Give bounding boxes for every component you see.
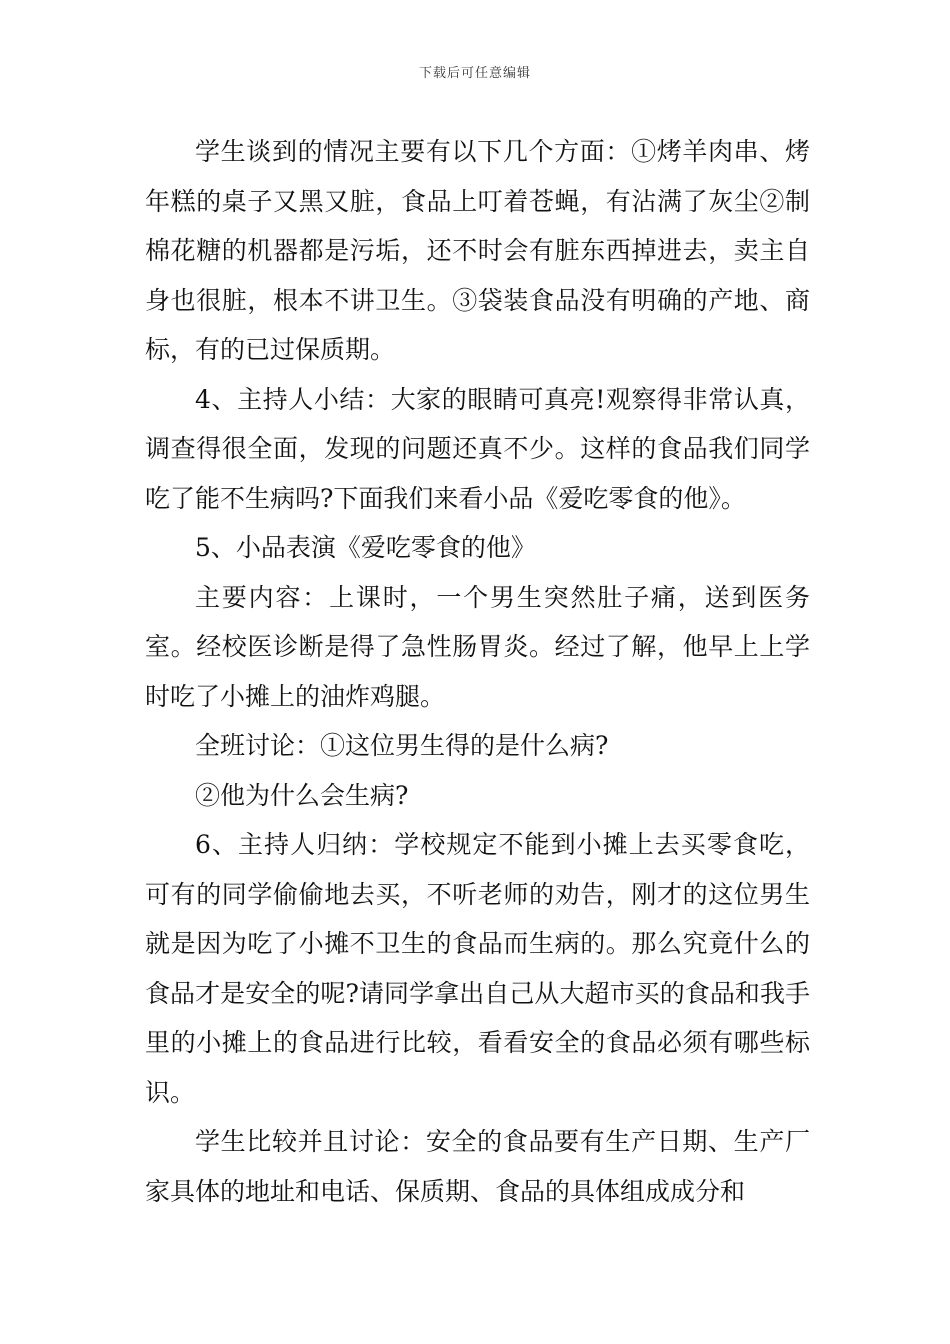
document-body [145, 127, 810, 1216]
paragraph-student-findings: 学生谈到的情况主要有以下几个方面：①烤羊肉串、烤年糕的桌子又黑又脏，食品上叮着苍蝇，有沾满了灰尘②制棉花糖的机器都是污垢，还不时会有脏东西掉进去，卖主自身也很脏，根本不讲卫生。③袋装食品没有明确的产地、商标，有的已过保质期。 [145, 137, 810, 364]
paragraph-skit-title: 5、小品表演《爱吃零食的他》 [195, 533, 536, 562]
paragraph-discussion-question: ②他为什么会生病? [195, 780, 409, 810]
paragraph-host-summary: 4、主持人小结：大家的眼睛可真亮!观察得非常认真，调查得很全面，发现的问题还真不少。这样的食品我们同学吃了能不生病吗?下面我们来看小品《爱吃零食的他》。 [145, 384, 810, 513]
paragraph-student-comparison: 学生比较并且讨论：安全的食品要有生产日期、生产厂家具体的地址和电话、保质期、食品的具体组成成分和 [145, 1127, 810, 1206]
paragraph-skit-content: 主要内容：上课时，一个男生突然肚子痛，送到医务室。经校医诊断是得了急性肠胃炎。经过了解，他早上上学时吃了小摊上的油炸鸡腿。 [145, 582, 810, 711]
paragraph-class-discussion: 全班讨论：①这位男生得的是什么病? [195, 731, 609, 760]
page-header: 下载后可任意编辑 [418, 66, 531, 81]
paragraph-host-conclusion: 6、主持人归纳：学校规定不能到小摊上去买零食吃，可有的同学偷偷地去买，不听老师的劝告，刚才的这位男生就是因为吃了小摊不卫生的食品而生病的。那么究竟什么的食品才是安全的呢?请同学拿出自己从大超市买的食品和我手里的小摊上的食品进行比较，看看安全的食品必须有哪些标识。 [145, 830, 810, 1107]
